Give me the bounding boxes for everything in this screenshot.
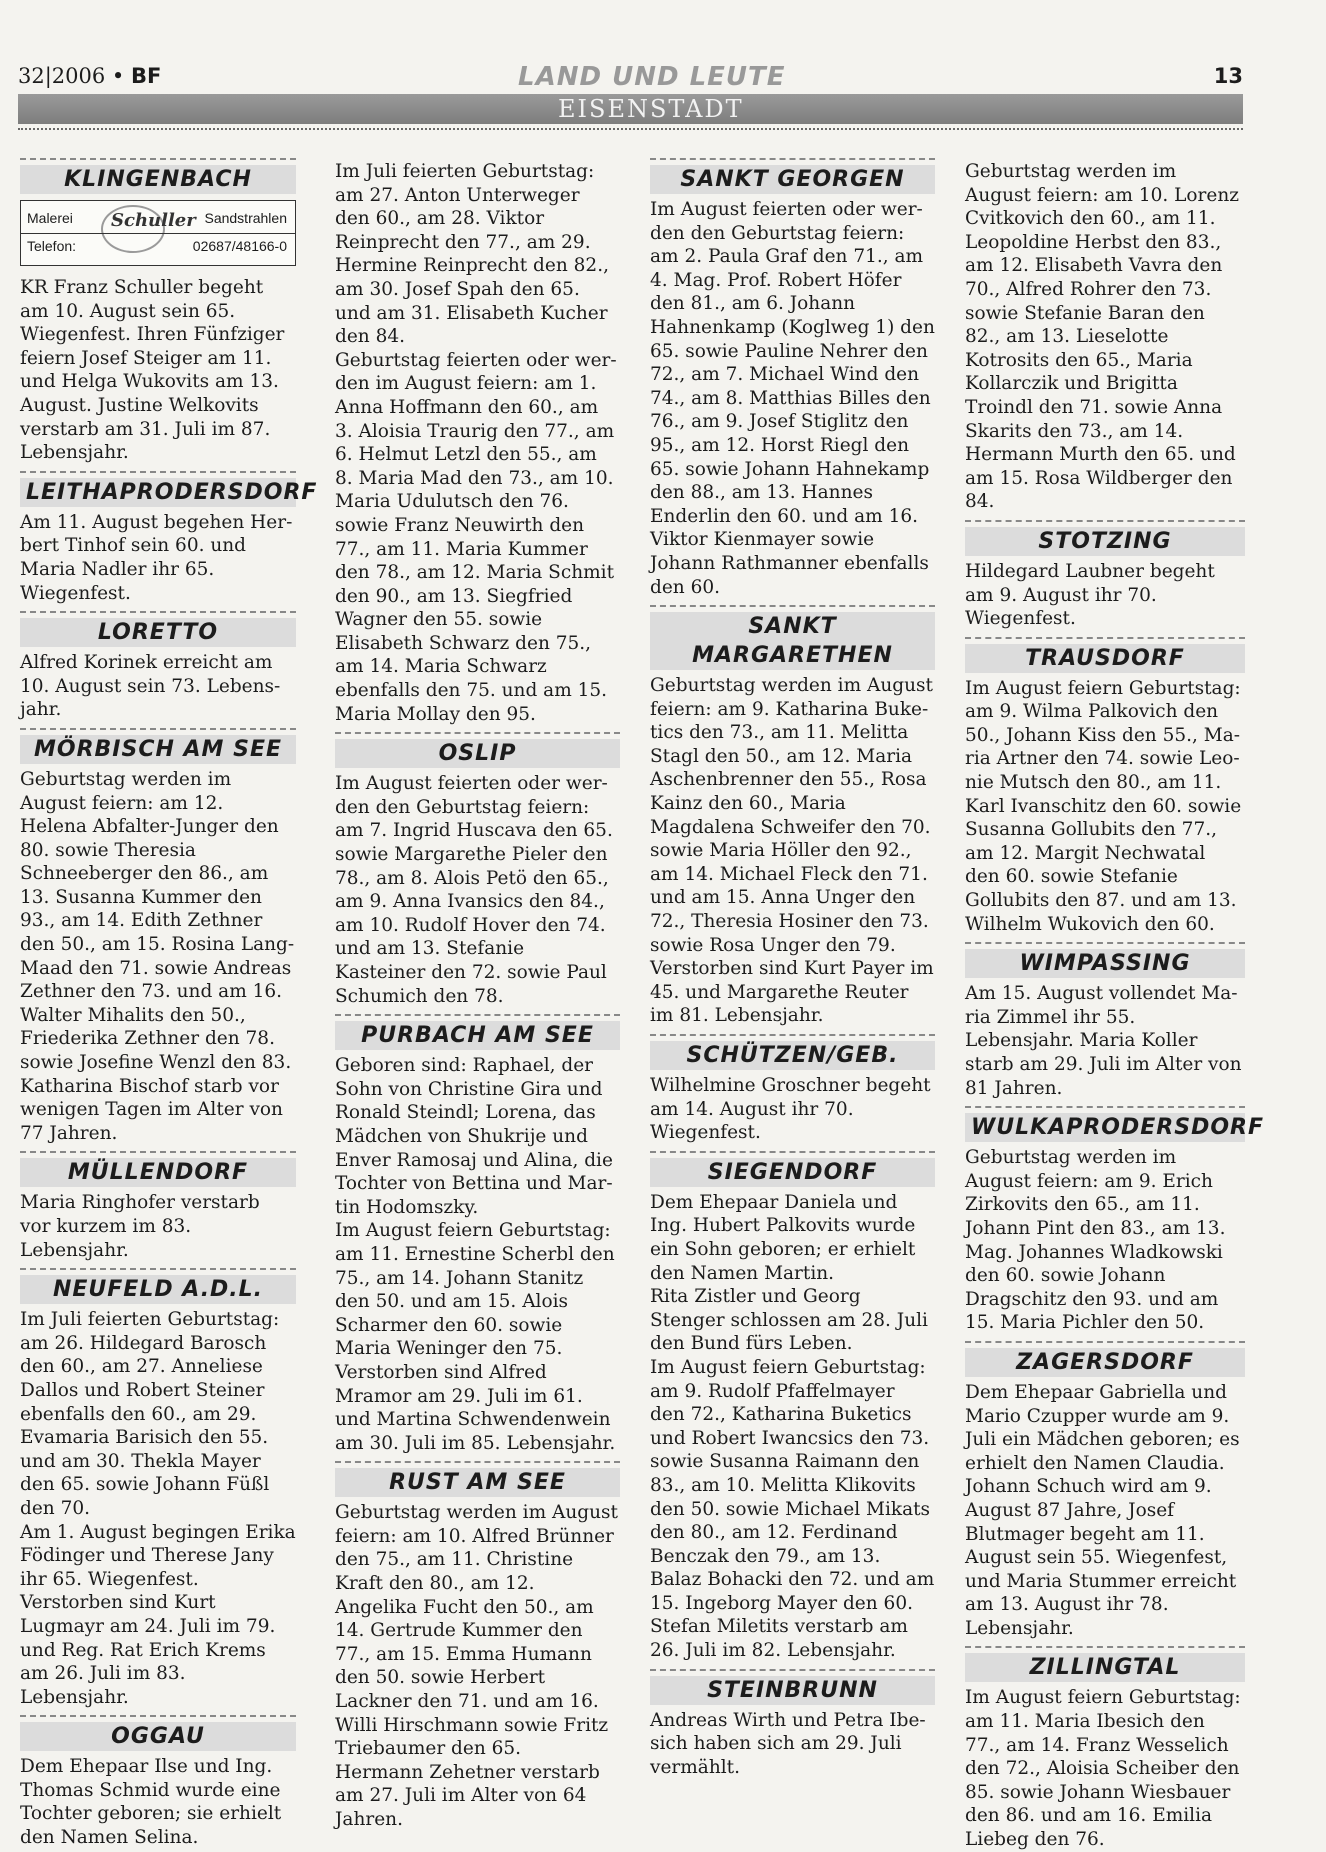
ad-phone-label: Telefon: [27, 238, 77, 255]
article-text: Maria Ringhofer verstarb vor kurzem im 83. Lebensjahr. [20, 1192, 260, 1261]
town-heading [650, 1034, 935, 1070]
town-title: STEINBRUNN [650, 1676, 935, 1705]
article-text: Am 11. August begehen Herbert Tinhof sein 60. und Maria Nadler ihr 65. Wiegenfest. [20, 511, 293, 604]
town-title: MÜLLENDORF [20, 1158, 296, 1187]
article-text: Geburtstag werden im August feiern: am 9. Katharina Buketics den 73., am 11. Melitta Stagl den 50., am 12. Maria Aschenbrenner den 55., Rosa Kainz den 60., Maria Magdalena Schweifer den 70. sowie Maria Höller den 92., am 14. Michael Fleck den 71. und am 15. Anna Unger den 72., Theresia Hosiner den 73. sowie Rosa Unger den 79. Verstorben sind Kurt Payer im 45. und Margarethe Reuter im 81. Lebensjahr. [650, 675, 934, 1027]
town-heading [965, 1341, 1245, 1377]
town-heading [335, 732, 620, 768]
article-text: Im August feierten oder werden den Geburtstag feiern: am 2. Paula Graf den 71., am 4. Mag. Prof. Robert Höfer den 81., am 6. Johann Hahnenkamp (Koglweg 1) den 65. sowie Pauline Nehrer den 72., am 7. Michael Wind den 74., am 8. Matthias Billes den 76., am 9. Josef Stiglitz den 95., am 12. Horst Riegl den 65. sowie Johann Hahnekamp den 88., am 13. Hannes Enderlin den 60. und am 16. Viktor Kienmayer sowie Johann Rathmanner ebenfalls den 60. [650, 199, 935, 598]
article-text: Dem Ehepaar Daniela und Ing. Hubert Palkovits wurde ein Sohn geboren; er erhielt den Namen Martin. Rita Zistler und Georg Stenger schlossen am 28. Juli den Bund fürs Leben. Im August feiern Geburtstag: am 9. Rudolf Pfaffelmayer den 72., Katharina Buketics und Robert Iwancsics den 73. sowie Susanna Raimann den 83., am 10. Melitta Klikovits den 50. sowie Michael Mikats den 80., am 12. Ferdinand Benczak den 79., am 13. Balaz Bohacki den 72. und am 15. Ingeborg Mayer den 60. Stefan Miletits verstarb am 26. Juli im 82. Lebensjahr. [650, 1191, 935, 1662]
town-title: LORETTO [20, 618, 296, 647]
town-title: ZILLINGTAL [965, 1653, 1245, 1682]
town-title: TRAUSDORF [965, 644, 1245, 673]
town-heading [335, 1014, 620, 1050]
article-text: Geburtstag werden im August feiern: am 10. Lorenz Cvitkovich den 60., am 11. Leopoldine Herbst den 83., am 12. Elisabeth Vavra den 70., Alfred Rohrer den 73. sowie Stefanie Baran den 82., am 13. Lieselotte Kotrosits den 65., Maria Kollarczik und Brigitta Troindl den 71. sowie Anna Skarits den 73., am 14. Hermann Murth den 65. und am 15. Rosa Wildberger den 84. [965, 161, 1240, 513]
town-title: SANKT MARGARETHEN [650, 612, 935, 670]
header-divider [18, 128, 1243, 130]
town-heading [965, 637, 1245, 673]
article-text: Dem Ehepaar Ilse und Ing. Thomas Schmid wurde eine Tochter geboren; sie erhielt den Namen Selina. [20, 1756, 282, 1849]
town-title: RUST AM SEE [335, 1468, 620, 1497]
column-4 [965, 160, 1264, 1852]
article-text: Dem Ehepaar Gabriella und Mario Czupper wurde am 9. Juli ein Mädchen geboren; es erhielt den Namen Claudia. Johann Schuch wird am 9. August 87 Jahre, Josef Blutmager begeht am 11. August sein 55. Wiegenfest, und Maria Stummer erreicht am 13. August ihr 78. Lebensjahr. [965, 1381, 1240, 1639]
article-text: Alfred Korinek erreicht am 10. August sein 73. Lebensjahr. [20, 652, 281, 721]
ad-divider [21, 233, 295, 234]
article-text: Am 15. August vollendet Maria Zimmel ihr 55. Lebensjahr. Maria Koller starb am 29. Juli im Alter von 81 Jahren. [965, 983, 1242, 1099]
town-title: ZAGERSDORF [965, 1348, 1245, 1377]
town-heading [335, 1461, 620, 1497]
article-text: Geburtstag werden im August feiern: am 12. Helena Abfalter-Junger den 80. sowie Theresia Schneeberger den 86., am 13. Susanna Kummer den 93., am 14. Edith Zethner den 50., am 15. Rosina Lang-Maad den 71. sowie Andreas Zethner den 73. und am 16. Walter Mihalits den 50., Friederika Zethner den 78. sowie Josefine Wenzl den 83. Katharina Bischof starb vor wenigen Tagen im Alter von 77 Jahren. [20, 768, 295, 1144]
town-heading [20, 1268, 296, 1304]
town-title: KLINGENBACH [20, 165, 296, 194]
town-title: NEUFELD A.D.L. [20, 1275, 296, 1304]
town-heading [965, 942, 1245, 978]
article-text: Geburtstag werden im August feiern: am 10. Alfred Brünner den 75., am 11. Christine Kraft den 80., am 12. Angelika Fucht den 50., am 14. Gertrude Kummer den 77., am 15. Emma Humann den 50. sowie Herbert Lackner den 71. und am 16. Willi Hirschmann sowie Fritz Triebaumer den 65. Hermann Zehetner verstarb am 27. Juli im Alter von 64 Jahren. [335, 1502, 618, 1830]
article-text: Geburtstag werden im August feiern: am 9. Erich Zirkovits den 65., am 11. Johann Pint den 83., am 13. Mag. Johannes Wladkowski den 60. sowie Johann Dragschitz den 93. und am 15. Maria Pichler den 50. [965, 1147, 1226, 1334]
town-heading [20, 1715, 296, 1751]
town-title: SIEGENDORF [650, 1158, 935, 1187]
town-title: LEITHAPRODERSDORF [20, 478, 296, 507]
issue-number: 32|2006 • [18, 64, 131, 88]
brand-label: BF [130, 64, 162, 88]
town-heading [965, 1106, 1264, 1142]
article-text: Im Juli feierten Geburtstag: am 27. Anton Unterweger den 60., am 28. Viktor Reinprecht den 77., am 29. Hermine Reinprecht den 82., am 30. Josef Spah den 65. und am 31. Elisabeth Kucher den 84. Geburtstag feierten oder werden im August feiern: am 1. Anna Hoffmann den 60., am 3. Aloisia Traurig den 77., am 6. Helmut Letzl den 55., am 8. Maria Mad den 73., am 10. Maria Udulutsch den 76. sowie Franz Neuwirth den 77., am 11. Maria Kummer den 78., am 12. Maria Schmit den 90., am 13. Siegfried Wagner den 55. sowie Elisabeth Schwarz den 75., am 14. Maria Schwarz ebenfalls den 75. und am 15. Maria Mollay den 95. [335, 161, 617, 725]
ad-logo: Schuller [111, 210, 196, 231]
town-title: MÖRBISCH AM SEE [20, 735, 296, 764]
article-text: Im August feiern Geburtstag: am 9. Wilma Palkovich den 50., Johann Kiss den 55., Maria Artner den 74. sowie Leonie Mutsch den 80., am 11. Karl Ivanschitz den 60. sowie Susanna Gollubits den 77., am 12. Margit Nechwatal den 60. sowie Stefanie Gollubits den 87. und am 13. Wilhelm Wukovich den 60. [965, 677, 1242, 935]
town-title: PURBACH AM SEE [335, 1021, 620, 1050]
town-title: SCHÜTZEN/GEB. [650, 1041, 935, 1070]
advertisement [20, 200, 296, 266]
town-heading [965, 1646, 1245, 1682]
town-heading [20, 158, 296, 194]
article-text: Hildegard Laubner begeht am 9. August ihr 70. Wiegenfest. [965, 560, 1215, 630]
town-title: WULKAPRODERSDORF [965, 1113, 1245, 1142]
ad-phone-number: 02687/48166-0 [192, 238, 287, 255]
article-text: Im Juli feierten Geburtstag: am 26. Hildegard Barosch den 60., am 27. Anneliese Dallos und Robert Steiner ebenfalls den 60., am 29. Evamaria Barisich den 55. und am 30. Thekla Mayer den 65. sowie Johann Füßl den 70. Am 1. August begingen Erika Födinger und Therese Jany ihr 65. Wiegenfest. Verstorben sind Kurt Lugmayr am 24. Juli im 79. und Reg. Rat Erich Krems am 26. Juli im 83. Lebensjahr. [20, 1309, 296, 1708]
town-title: OGGAU [20, 1722, 296, 1751]
town-heading [20, 1151, 296, 1187]
article-text: Andreas Wirth und Petra Ibesich haben sich am 29. Juli vermählt. [650, 1709, 926, 1778]
page-number: 13 [1213, 64, 1243, 88]
article-text: Wilhelmine Groschner begeht am 14. August ihr 70. Wiegenfest. [650, 1075, 931, 1144]
town-title: OSLIP [335, 739, 620, 768]
region-title: EISENSTADT [558, 95, 744, 123]
town-heading [20, 611, 296, 647]
column-3 [650, 160, 935, 1779]
article-text: Im August feierten oder werden den Geburtstag feiern: am 7. Ingrid Huscava den 65. sowie Margarethe Pieler den 78., am 8. Alois Petö den 65., am 9. Anna Ivansics den 84., am 10. Rudolf Hover den 74. und am 13. Stefanie Kasteiner den 72. sowie Paul Schumich den 78. [335, 773, 613, 1007]
article-text: Geboren sind: Raphael, der Sohn von Christine Gira und Ronald Steindl; Lorena, das Mädchen von Shukrije und Enver Ramosaj und Alina, die Tochter von Bettina und Martin Hodomszky. Im August feiern Geburtstag: am 11. Ernestine Scherbl den 75., am 14. Johann Stanitz den 50. und am 15. Alois Scharmer den 60. sowie Maria Weninger den 75. Verstorben sind Alfred Mramor am 29. Juli im 61. und Martina Schwendenwein am 30. Juli im 85. Lebensjahr. [335, 1055, 616, 1454]
town-heading [20, 471, 318, 507]
town-heading [650, 1151, 935, 1187]
town-heading [20, 728, 296, 764]
town-heading [650, 605, 935, 670]
town-title: WIMPASSING [965, 949, 1245, 978]
town-title: SANKT GEORGEN [650, 165, 935, 194]
ad-service-2: Sandstrahlen [204, 210, 287, 226]
town-heading [650, 1669, 935, 1705]
town-title: STOTZING [965, 527, 1245, 556]
column-1 [20, 160, 318, 1850]
town-heading [650, 158, 935, 194]
town-heading [965, 520, 1245, 556]
article-text: KR Franz Schuller begeht am 10. August sein 65. Wiegenfest. Ihren Fünfziger feiern Josef Steiger am 11. und Helga Wukovits am 13. August. Justine Welkovits verstarb am 31. Juli im 87. Lebensjahr. [20, 277, 285, 464]
article-text: Im August feiern Geburtstag: am 11. Maria Ibesich den 77., am 14. Franz Wesselich den 72., Aloisia Scheiber den 85. sowie Johann Wiesbauer den 86. und am 16. Emilia Liebeg den 76. [965, 1687, 1241, 1851]
ad-service-1: Malerei [27, 210, 73, 226]
column-2 [335, 160, 620, 1832]
issue-info [18, 64, 161, 88]
region-band [18, 94, 1243, 124]
section-title: LAND UND LEUTE [518, 62, 786, 92]
page-header [18, 62, 1243, 92]
